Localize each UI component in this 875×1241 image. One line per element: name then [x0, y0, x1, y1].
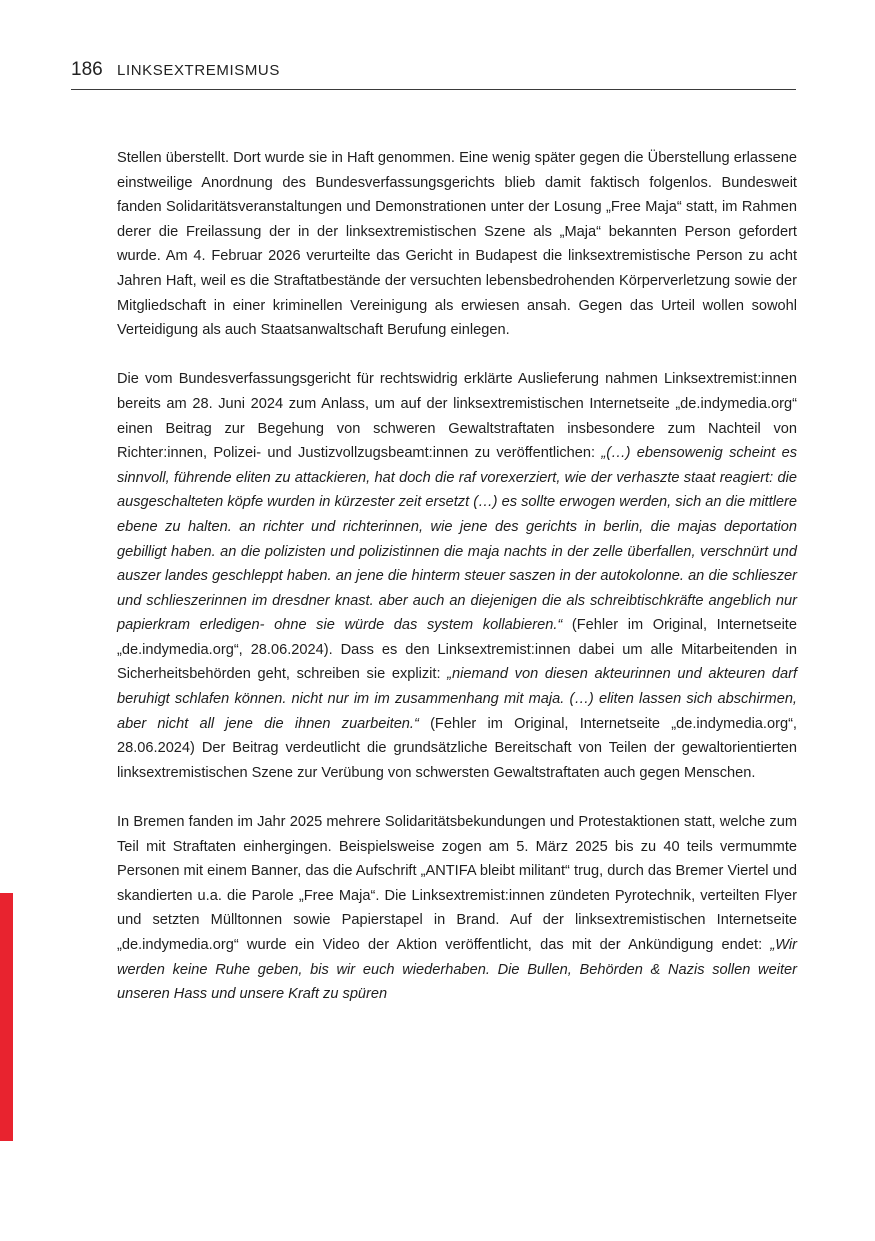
paragraph-2: [117, 367, 797, 785]
paragraph-3: [117, 810, 797, 1007]
paragraph-3-text-1: In Bremen fanden im Jahr 2025 mehrere Solidaritätsbekundungen und Protestaktionen statt, welche zum Teil mit Straftaten einhergingen. Beispielsweise zogen am 5. März 2025 bis zu 40 teils vermummte Personen mit einem Banner, das die Aufschrift „ANTIFA bleibt militant“ trug, durch das Bremer Viertel und skandierten u.a. die Parole „Free Maja“. Die Linksextremist:innen zündeten Pyrotechnik, verteilten Flyer und setzten Mülltonnen sowie Papierstapel in Brand. Auf der linksextremistischen Internetseite „de.indymedia.org“ wurde ein Video der Aktion veröffentlicht, das mit der Ankündigung endet:: [117, 814, 797, 953]
body-text: [117, 146, 797, 1031]
paragraph-2-text-2: (Fehler im Original, Internetseite „de.indymedia.org“, 28.06.2024). Dass es den Linksextremist:innen dabei um alle Mitarbeitenden in Sicherheitsbehörden geht, schreiben sie explizit:: [117, 617, 797, 683]
page-header: [71, 58, 796, 90]
paragraph-2-text-3: (Fehler im Original, Internetseite „de.indymedia.org“, 28.06.2024) Der Beitrag verdeutlicht die grundsätzliche Bereitschaft von Teilen der gewaltorientierten linksextremistischen Szene zur Verübung von schwersten Gewaltstraftaten auch gegen Menschen.: [117, 715, 797, 781]
running-title: LINKSEXTREMISMUS: [117, 62, 280, 79]
paragraph-2-quote-1: „(…) ebensowenig scheint es sinnvoll, führende eliten zu attackieren, hat doch die raf vorexerziert, wie der verhaszte staat reagiert: die ausgeschalteten köpfe wurden in kürzester zeit ersetzt (…) es sollte erwogen werden, sich an die mittlere ebene zu halten. an richter und richterinnen, wie jene des gerichts in berlin, die majas deportation gebilligt haben. an die polizisten und polizistinnen die maja nachts in der zelle überfallen, verschnürt und auszer landes geschleppt haben. an jene die hinterm steuer saszen in der autokolonne. an die schlieszer und schlieszerinnen im dresdner knast. aber auch an diejenigen die als schreibtischkräfte angeblich nur papierkram erledigen- ohne sie würde das system kollabieren.“: [117, 445, 797, 634]
chapter-marker-bar: [0, 893, 13, 1141]
paragraph-2-text-1: Die vom Bundesverfassungsgericht für rechtswidrig erklärte Auslieferung nahmen Linksextremist:innen bereits am 28. Juni 2024 zum Anlass, um auf der linksextremistischen Internetseite „de.indymedia.org“ einen Beitrag zur Begehung von schweren Gewaltstraftaten insbesondere zum Nachteil von Richter:innen, Polizei- und Justizvollzugsbeamt:innen zu veröffentlichen:: [117, 371, 797, 462]
paragraph-2-quote-2: „niemand von diesen akteurinnen und akteuren darf beruhigt schlafen können. nicht nur im im zusammenhang mit maja. (…) eliten lassen sich abschirmen, aber nicht all jene die ihnen zuarbeiten.“: [117, 666, 797, 732]
paragraph-1: [117, 146, 797, 343]
page-number: 186: [71, 59, 103, 80]
paragraph-1-text: Stellen überstellt. Dort wurde sie in Haft genommen. Eine wenig später gegen die Überstellung erlassene einstweilige Anordnung des Bundesverfassungsgerichts blieb damit faktisch folgenlos. Bundesweit fanden Solidaritätsveranstaltungen und Demonstrationen unter der Losung „Free Maja“ statt, im Rahmen derer die Freilassung der in der linksextremistischen Szene als „Maja“ bekannten Person gefordert wurde. Am 4. Februar 2026 verurteilte das Gericht in Budapest die linksextremistische Person zu acht Jahren Haft, weil es die Straftatbestände der versuchten lebensbedrohenden Körperverletzung sowie der Mitgliedschaft in einer kriminellen Vereinigung als erwiesen ansah. Gegen das Urteil wollen sowohl Verteidigung als auch Staatsanwaltschaft Berufung einlegen.: [117, 150, 797, 339]
paragraph-3-quote-1: „Wir werden keine Ruhe geben, bis wir euch wiederhaben. Die Bullen, Behörden & Nazis sollen weiter unseren Hass und unsere Kraft zu spüren: [117, 937, 797, 1003]
